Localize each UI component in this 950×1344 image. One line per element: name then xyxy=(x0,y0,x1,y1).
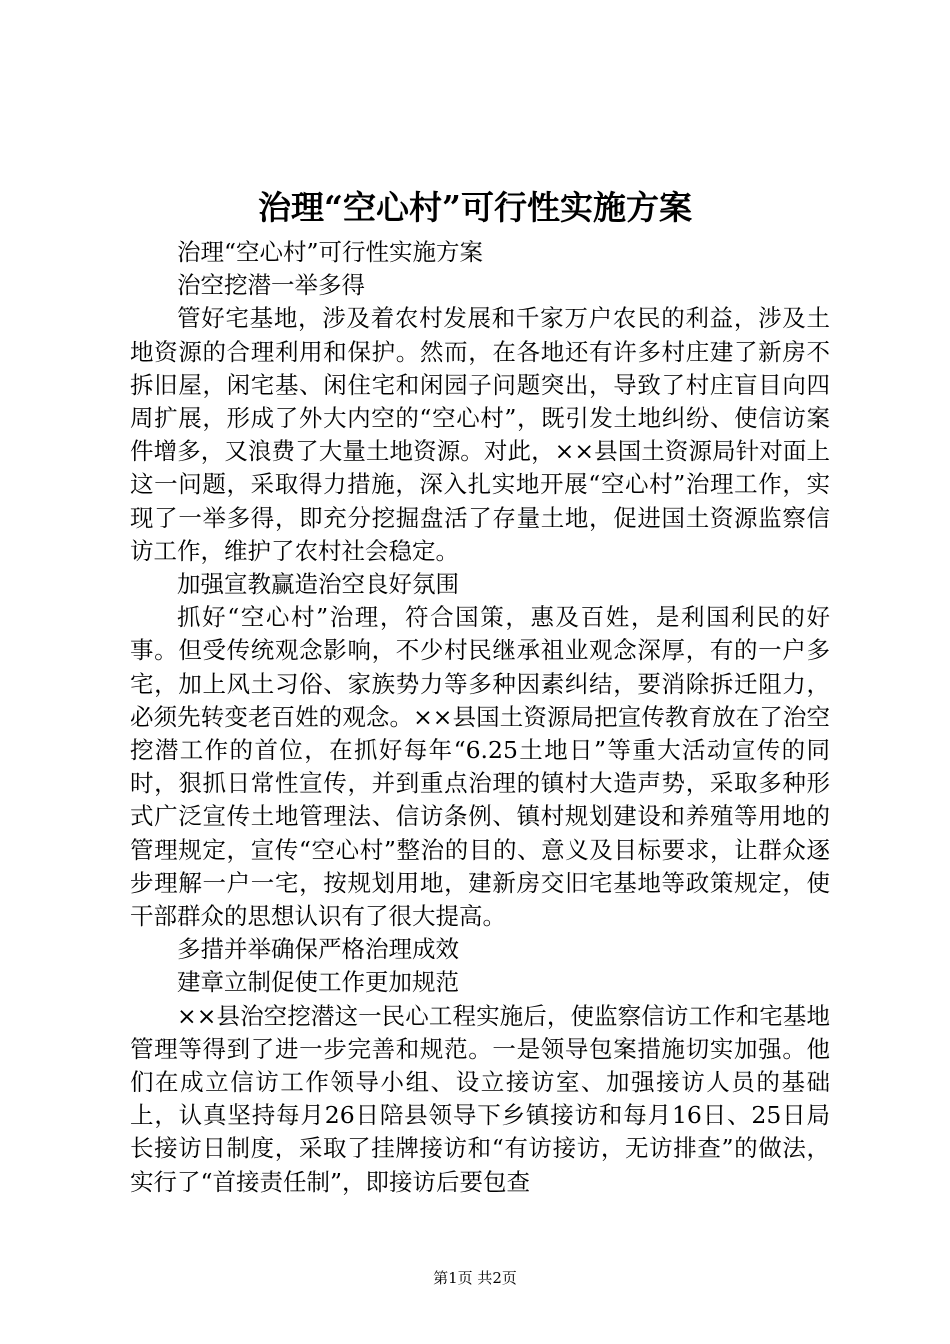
document-body xyxy=(130,236,830,1199)
paragraph-rules-regulations: ××县治空挖潜这一民心工程实施后，使监察信访工作和宅基地管理等得到了进一步完善和规范。一是领导包案措施切实加强。他们在成立信访工作领导小组、设立接访室、加强接访人员的基础上，认真坚持每月26日陪县领导下乡镇接访和每月16日、25日局长接访日制度，采取了挂牌接访和“有访接访，无访排查”的做法，实行了“首接责任制”，即接访后要包查 xyxy=(130,1001,830,1196)
section-heading-governance-benefits: 治空挖潜一举多得 xyxy=(177,271,365,300)
document-title: 治理“空心村”可行性实施方案 xyxy=(258,188,692,227)
section-heading-rules-regulations: 建章立制促使工作更加规范 xyxy=(177,968,459,997)
section-heading-multiple-measures: 多措并举确保严格治理成效 xyxy=(177,935,459,964)
paragraph-homestead-management: 管好宅基地，涉及着农村发展和千家万户农民的利益，涉及土地资源的合理利用和保护。然而，在各地还有许多村庄建了新房不拆旧屋，闲宅基、闲住宅和闲园子问题突出，导致了村庄盲目向四周扩展，形成了外大内空的“空心村”，既引发土地纠纷、使信访案件增多，又浪费了大量土地资源。对此，××县国土资源局针对面上这一问题，采取得力措施，深入扎实地开展“空心村”治理工作，实现了一举多得，即充分挖掘盘活了存量土地，促进国土资源监察信访工作，维护了农村社会稳定。 xyxy=(130,304,830,565)
section-heading-publicity-education: 加强宣教赢造治空良好氛围 xyxy=(177,570,459,599)
paragraph-publicity-education: 抓好“空心村”治理，符合国策，惠及百姓，是利国利民的好事。但受传统观念影响，不少村民继承祖业观念深厚，有的一户多宅，加上风土习俗、家族势力等多种因素纠结，要消除拆迁阻力，必须先转变老百姓的观念。××县国土资源局把宣传教育放在了治空挖潜工作的首位，在抓好每年“6.25土地日”等重大活动宣传的同时，狠抓日常性宣传，并到重点治理的镇村大造声势，采取多种形式广泛宣传土地管理法、信访条例、镇村规划建设和养殖等用地的管理规定，宣传“空心村”整治的目的、意义及目标要求，让群众逐步理解一户一宅，按规划用地，建新房交旧宅基地等政策规定，使干部群众的思想认识有了很大提高。 xyxy=(130,603,830,931)
paragraph-subtitle: 治理“空心村”可行性实施方案 xyxy=(177,238,484,266)
page-number-footer: 第1页 共2页 xyxy=(433,1269,517,1287)
